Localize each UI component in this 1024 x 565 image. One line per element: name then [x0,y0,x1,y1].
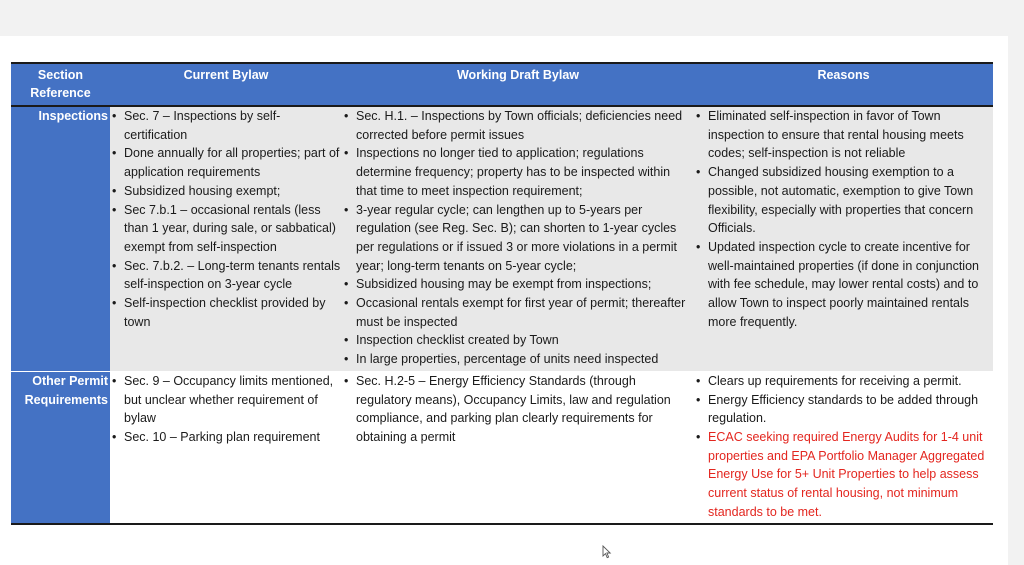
right-edge [1008,36,1024,565]
reasons-list [694,107,993,331]
current-bylaw-list [110,107,342,331]
working-draft-cell [342,106,694,371]
header-row [11,63,993,106]
list-item: • In large properties, percentage of units need inspected [342,350,694,369]
reasons-cell [694,106,993,371]
list-item: • Subsidized housing exempt; [110,182,342,201]
list-item: • Done annually for all properties; part of application requirements [110,144,342,181]
list-item: • 3-year regular cycle; can lengthen up to 5-years per regulation (see Reg. Sec. B); can shorten to 1-year cycles per regulations or if issued 3 or more violations in a permit year; long-term tenants on 5-year cycle; [342,201,694,276]
reasons-list [694,372,993,522]
list-item: • Clears up requirements for receiving a permit. [694,372,993,391]
header-section-reference: Section Reference [11,63,110,106]
list-item: • Sec. 7 – Inspections by self-certification [110,107,342,144]
current-bylaw-cell [110,371,342,523]
list-item: • Inspections no longer tied to application; regulations determine frequency; property has to be inspected within that time to meet inspection requirement; [342,144,694,200]
bylaw-comparison-table-wrap [11,62,993,525]
list-item: • Energy Efficiency standards to be added through regulation. [694,391,993,428]
list-item: • Updated inspection cycle to create incentive for well-maintained properties (if done in conjunction with fee schedule, may lower rental costs) and to allow Town to inspect poorly maintained rentals more frequently. [694,238,993,332]
current-bylaw-cell [110,106,342,371]
working-draft-cell [342,371,694,523]
reasons-cell [694,371,993,523]
header-current-bylaw: Current Bylaw [110,63,342,106]
section-ref-inspections: Inspections [11,106,110,371]
header-working-draft-bylaw: Working Draft Bylaw [342,63,694,106]
working-draft-list [342,372,694,447]
top-band [0,0,1024,36]
list-item: • Changed subsidized housing exemption to a possible, not automatic, exemption to give Town flexibility, especially with properties that concern Officials. [694,163,993,238]
list-item: • Sec 7.b.1 – occasional rentals (less than 1 year, during sale, or sabbatical) exempt from self-inspection [110,201,342,257]
list-item: • Subsidized housing may be exempt from inspections; [342,275,694,294]
list-item-highlight: • ECAC seeking required Energy Audits for 1-4 unit properties and EPA Portfolio Manager Aggregated Energy Use for 5+ Unit Properties to help assess current status of rental housing, not minimum standards to be met. [694,428,993,522]
section-ref-other-permit-requirements: Other Permit Requirements [11,371,110,523]
header-reasons: Reasons [694,63,993,106]
table-row-other-permit-requirements [11,371,993,523]
list-item: • Sec. 9 – Occupancy limits mentioned, but unclear whether requirement of bylaw [110,372,342,428]
list-item: • Self-inspection checklist provided by town [110,294,342,331]
list-item: • Occasional rentals exempt for first year of permit; thereafter must be inspected [342,294,694,331]
list-item: • Eliminated self-inspection in favor of Town inspection to ensure that rental housing meets codes; self-inspection is not reliable [694,107,993,163]
working-draft-list [342,107,694,369]
list-item: • Sec. H.2-5 – Energy Efficiency Standards (through regulatory means), Occupancy Limits, law and regulation compliance, and parking plan clearly requirements for obtaining a permit [342,372,694,447]
list-item: • Sec. 10 – Parking plan requirement [110,428,342,447]
table-row-inspections [11,106,993,371]
current-bylaw-list [110,372,342,447]
list-item: • Sec. 7.b.2. – Long-term tenants rentals self-inspection on 3-year cycle [110,257,342,294]
bylaw-comparison-table [11,62,993,523]
list-item: • Inspection checklist created by Town [342,331,694,350]
list-item: • Sec. H.1. – Inspections by Town officials; deficiencies need corrected before permit issues [342,107,694,144]
